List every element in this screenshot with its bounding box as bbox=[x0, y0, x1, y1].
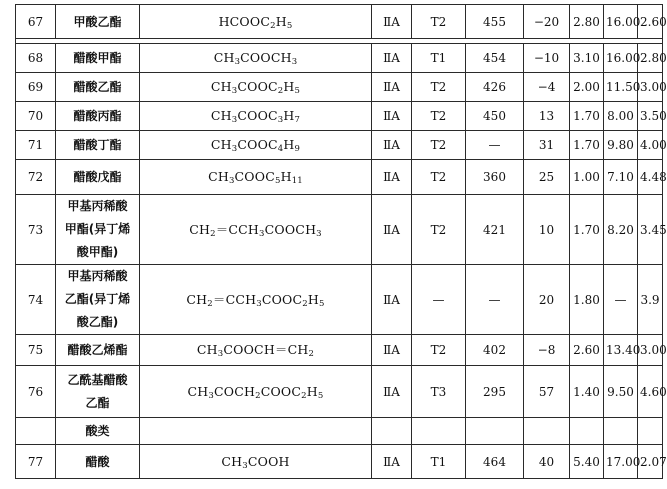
table-row bbox=[16, 5, 663, 39]
flash-point: −4 bbox=[524, 73, 570, 102]
upper-explosive-limit: — bbox=[604, 265, 638, 335]
row-number: 72 bbox=[16, 160, 56, 195]
table-row bbox=[16, 131, 663, 160]
flash-point: 13 bbox=[524, 102, 570, 131]
vapor-density: 4.00 bbox=[638, 131, 663, 160]
ignition-temperature: 295 bbox=[466, 366, 524, 418]
substance-name: 醋酸丁酯 bbox=[56, 131, 140, 160]
flash-point: 57 bbox=[524, 366, 570, 418]
lower-explosive-limit: 2.00 bbox=[570, 73, 604, 102]
temperature-class: T3 bbox=[412, 366, 466, 418]
upper-explosive-limit: 9.80 bbox=[604, 131, 638, 160]
flash-point: 40 bbox=[524, 445, 570, 479]
upper-explosive-limit: 17.00 bbox=[604, 445, 638, 479]
lower-explosive-limit: 1.70 bbox=[570, 195, 604, 265]
chemical-formula: $CH_3COOC_3H_7$ bbox=[140, 102, 372, 131]
lower-explosive-limit: 1.00 bbox=[570, 160, 604, 195]
upper-explosive-limit: 7.10 bbox=[604, 160, 638, 195]
upper-explosive-limit bbox=[604, 418, 638, 445]
chemical-formula: $CH_3COOC_2H_5$ bbox=[140, 73, 372, 102]
ignition-temperature: 421 bbox=[466, 195, 524, 265]
substance-name: 醋酸甲酯 bbox=[56, 44, 140, 73]
table-row bbox=[16, 102, 663, 131]
upper-explosive-limit: 13.40 bbox=[604, 335, 638, 366]
chemical-formula: $CH_3COCH_2COOC_2H_5$ bbox=[140, 366, 372, 418]
upper-explosive-limit: 8.00 bbox=[604, 102, 638, 131]
table-row bbox=[16, 44, 663, 73]
upper-explosive-limit: 9.50 bbox=[604, 366, 638, 418]
group-class: ⅡA bbox=[372, 5, 412, 39]
ignition-temperature: 402 bbox=[466, 335, 524, 366]
vapor-density: 2.07 bbox=[638, 445, 663, 479]
ignition-temperature: 454 bbox=[466, 44, 524, 73]
table-row bbox=[16, 265, 663, 335]
chemical-formula bbox=[140, 418, 372, 445]
temperature-class: T2 bbox=[412, 5, 466, 39]
flash-point: −10 bbox=[524, 44, 570, 73]
vapor-density: 2.80 bbox=[638, 44, 663, 73]
table-row bbox=[16, 73, 663, 102]
temperature-class: T1 bbox=[412, 44, 466, 73]
temperature-class: T2 bbox=[412, 195, 466, 265]
vapor-density: 3.45 bbox=[638, 195, 663, 265]
vapor-density: 4.60 bbox=[638, 366, 663, 418]
substance-name: 酸类 bbox=[56, 418, 140, 445]
row-number: 77 bbox=[16, 445, 56, 479]
vapor-density bbox=[638, 418, 663, 445]
ignition-temperature: 426 bbox=[466, 73, 524, 102]
row-number: 75 bbox=[16, 335, 56, 366]
temperature-class: — bbox=[412, 265, 466, 335]
vapor-density: 3.00 bbox=[638, 73, 663, 102]
flash-point: −20 bbox=[524, 5, 570, 39]
upper-explosive-limit: 8.20 bbox=[604, 195, 638, 265]
lower-explosive-limit: 2.60 bbox=[570, 335, 604, 366]
chemical-formula: $CH_2=CCH_3COOC_2H_5$ bbox=[140, 265, 372, 335]
lower-explosive-limit: 2.80 bbox=[570, 5, 604, 39]
vapor-density: 3.00 bbox=[638, 335, 663, 366]
row-number: 76 bbox=[16, 366, 56, 418]
group-class: ⅡA bbox=[372, 335, 412, 366]
row-number: 68 bbox=[16, 44, 56, 73]
ignition-temperature: 360 bbox=[466, 160, 524, 195]
row-number: 70 bbox=[16, 102, 56, 131]
group-class bbox=[372, 418, 412, 445]
group-class: ⅡA bbox=[372, 73, 412, 102]
table-row bbox=[16, 366, 663, 418]
group-class: ⅡA bbox=[372, 445, 412, 479]
substance-name: 乙酰基醋酸 乙酯 bbox=[56, 366, 140, 418]
temperature-class: T2 bbox=[412, 131, 466, 160]
temperature-class: T2 bbox=[412, 102, 466, 131]
flash-point bbox=[524, 418, 570, 445]
substance-name: 醋酸 bbox=[56, 445, 140, 479]
ignition-temperature: — bbox=[466, 131, 524, 160]
chemical-formula: $CH_2=CCH_3COOCH_3$ bbox=[140, 195, 372, 265]
table-row bbox=[16, 160, 663, 195]
chemical-formula: $HCOOC_2H_5$ bbox=[140, 5, 372, 39]
substance-name: 醋酸乙烯酯 bbox=[56, 335, 140, 366]
flash-point: 10 bbox=[524, 195, 570, 265]
table-row bbox=[16, 335, 663, 366]
row-number: 73 bbox=[16, 195, 56, 265]
group-class: ⅡA bbox=[372, 265, 412, 335]
vapor-density: 2.60 bbox=[638, 5, 663, 39]
substance-name: 醋酸丙酯 bbox=[56, 102, 140, 131]
group-class: ⅡA bbox=[372, 160, 412, 195]
group-class: ⅡA bbox=[372, 102, 412, 131]
row-number: 74 bbox=[16, 265, 56, 335]
vapor-density: 3.9 bbox=[638, 265, 663, 335]
chemical-formula: $CH_3COOC_4H_9$ bbox=[140, 131, 372, 160]
chemical-formula: $CH_3COOCH_3$ bbox=[140, 44, 372, 73]
flash-point: −8 bbox=[524, 335, 570, 366]
flash-point: 20 bbox=[524, 265, 570, 335]
lower-explosive-limit: 1.80 bbox=[570, 265, 604, 335]
temperature-class: T2 bbox=[412, 73, 466, 102]
vapor-density: 4.48 bbox=[638, 160, 663, 195]
temperature-class bbox=[412, 418, 466, 445]
row-number: 69 bbox=[16, 73, 56, 102]
temperature-class: T2 bbox=[412, 335, 466, 366]
temperature-class: T1 bbox=[412, 445, 466, 479]
chemical-formula: $CH_3COOCH=CH_2$ bbox=[140, 335, 372, 366]
lower-explosive-limit: 1.40 bbox=[570, 366, 604, 418]
chemical-formula: $CH_3COOC_5H_{11}$ bbox=[140, 160, 372, 195]
ignition-temperature: 450 bbox=[466, 102, 524, 131]
table-row bbox=[16, 195, 663, 265]
flash-point: 25 bbox=[524, 160, 570, 195]
lower-explosive-limit: 3.10 bbox=[570, 44, 604, 73]
substance-name: 甲基丙稀酸 甲酯(异丁烯 酸甲酯) bbox=[56, 195, 140, 265]
lower-explosive-limit: 5.40 bbox=[570, 445, 604, 479]
substance-name: 醋酸乙酯 bbox=[56, 73, 140, 102]
row-number bbox=[16, 418, 56, 445]
group-class: ⅡA bbox=[372, 131, 412, 160]
chemical-properties-table bbox=[15, 4, 667, 479]
ignition-temperature: — bbox=[466, 265, 524, 335]
upper-explosive-limit: 16.00 bbox=[604, 5, 638, 39]
ignition-temperature: 455 bbox=[466, 5, 524, 39]
substance-name: 醋酸戊酯 bbox=[56, 160, 140, 195]
lower-explosive-limit bbox=[570, 418, 604, 445]
group-class: ⅡA bbox=[372, 366, 412, 418]
ignition-temperature: 464 bbox=[466, 445, 524, 479]
substance-name: 甲基丙稀酸 乙酯(异丁烯 酸乙酯) bbox=[56, 265, 140, 335]
lower-explosive-limit: 1.70 bbox=[570, 131, 604, 160]
group-class: ⅡA bbox=[372, 44, 412, 73]
row-number: 71 bbox=[16, 131, 56, 160]
upper-explosive-limit: 16.00 bbox=[604, 44, 638, 73]
vapor-density: 3.50 bbox=[638, 102, 663, 131]
substance-name: 甲酸乙酯 bbox=[56, 5, 140, 39]
row-number: 67 bbox=[16, 5, 56, 39]
table-row bbox=[16, 418, 663, 445]
table-row bbox=[16, 445, 663, 479]
ignition-temperature bbox=[466, 418, 524, 445]
upper-explosive-limit: 11.50 bbox=[604, 73, 638, 102]
lower-explosive-limit: 1.70 bbox=[570, 102, 604, 131]
flash-point: 31 bbox=[524, 131, 570, 160]
temperature-class: T2 bbox=[412, 160, 466, 195]
group-class: ⅡA bbox=[372, 195, 412, 265]
chemical-formula: $CH_3COOH$ bbox=[140, 445, 372, 479]
